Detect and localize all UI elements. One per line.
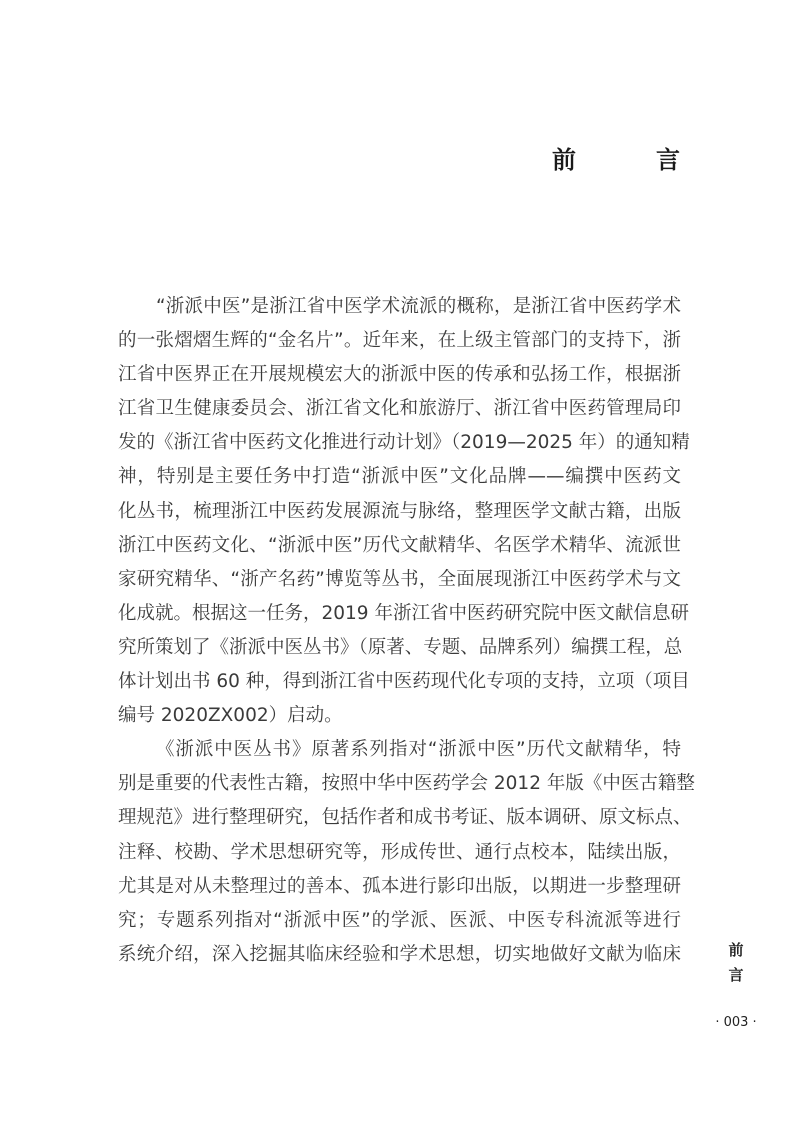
page-number: · 003 · [715,1015,757,1030]
running-head-char: 言 [728,966,744,984]
text-line: 别是重要的代表性古籍，按照中华中医药学会 2012 年版《中医古籍整 [118,773,695,795]
text-line: 家研究精华、“浙产名药”博览等丛书，全面展现浙江中医药学术与文 [118,568,681,590]
running-head [726,938,746,988]
text-line: 究所策划了《浙派中医丛书》（原著、专题、品牌系列）编撰工程，总 [118,636,683,658]
text-line: 究；专题系列指对“浙派中医”的学派、医派、中医专科流派等进行 [118,909,681,931]
text-line: 浙江中医药文化、“浙派中医”历代文献精华、名医学术精华、流派世 [118,534,681,556]
text-line: 体计划出书 60 种，得到浙江省中医药现代化专项的支持，立项（项目 [118,671,690,693]
text-line: 尤其是对从未整理过的善本、孤本进行影印出版，以期进一步整理研 [118,875,681,897]
text-line: 《浙派中医丛书》原著系列指对“浙派中医”历代文献精华，特 [156,739,681,761]
text-line: 系统介绍，深入挖掘其临床经验和学术思想，切实地做好文献为临床 [118,943,681,965]
running-head-char: 前 [728,941,744,959]
text-line: 神，特别是主要任务中打造“浙派中医”文化品牌——编撰中医药文 [118,466,681,488]
text-line: 江省卫生健康委员会、浙江省文化和旅游厅、浙江省中医药管理局印 [118,398,681,420]
body-text [118,290,695,972]
page-title: 前 言 [552,146,708,174]
text-line: 江省中医界正在开展规模宏大的浙派中医的传承和弘扬工作，根据浙 [118,364,681,386]
text-line: 编号 2020ZX002）启动。 [118,705,343,727]
text-line: 化丛书，梳理浙江中医药发展源流与脉络，整理医学文献古籍，出版 [118,500,681,522]
text-line: 的一张熠熠生辉的“金名片”。近年来，在上级主管部门的支持下，浙 [118,330,681,352]
text-line: 注释、校勘、学术思想研究等，形成传世、通行点校本，陆续出版， [118,841,681,863]
text-line: 理规范》进行整理研究，包括作者和成书考证、版本调研、原文标点、 [118,807,692,829]
text-line: 发的《浙江省中医药文化推进行动计划》（2019—2025 年）的通知精 [118,432,690,454]
text-line: “浙派中医”是浙江省中医学术流派的概称，是浙江省中医药学术 [156,296,681,317]
text-line: 化成就。根据这一任务，2019 年浙江省中医药研究院中医文献信息研 [118,602,689,624]
